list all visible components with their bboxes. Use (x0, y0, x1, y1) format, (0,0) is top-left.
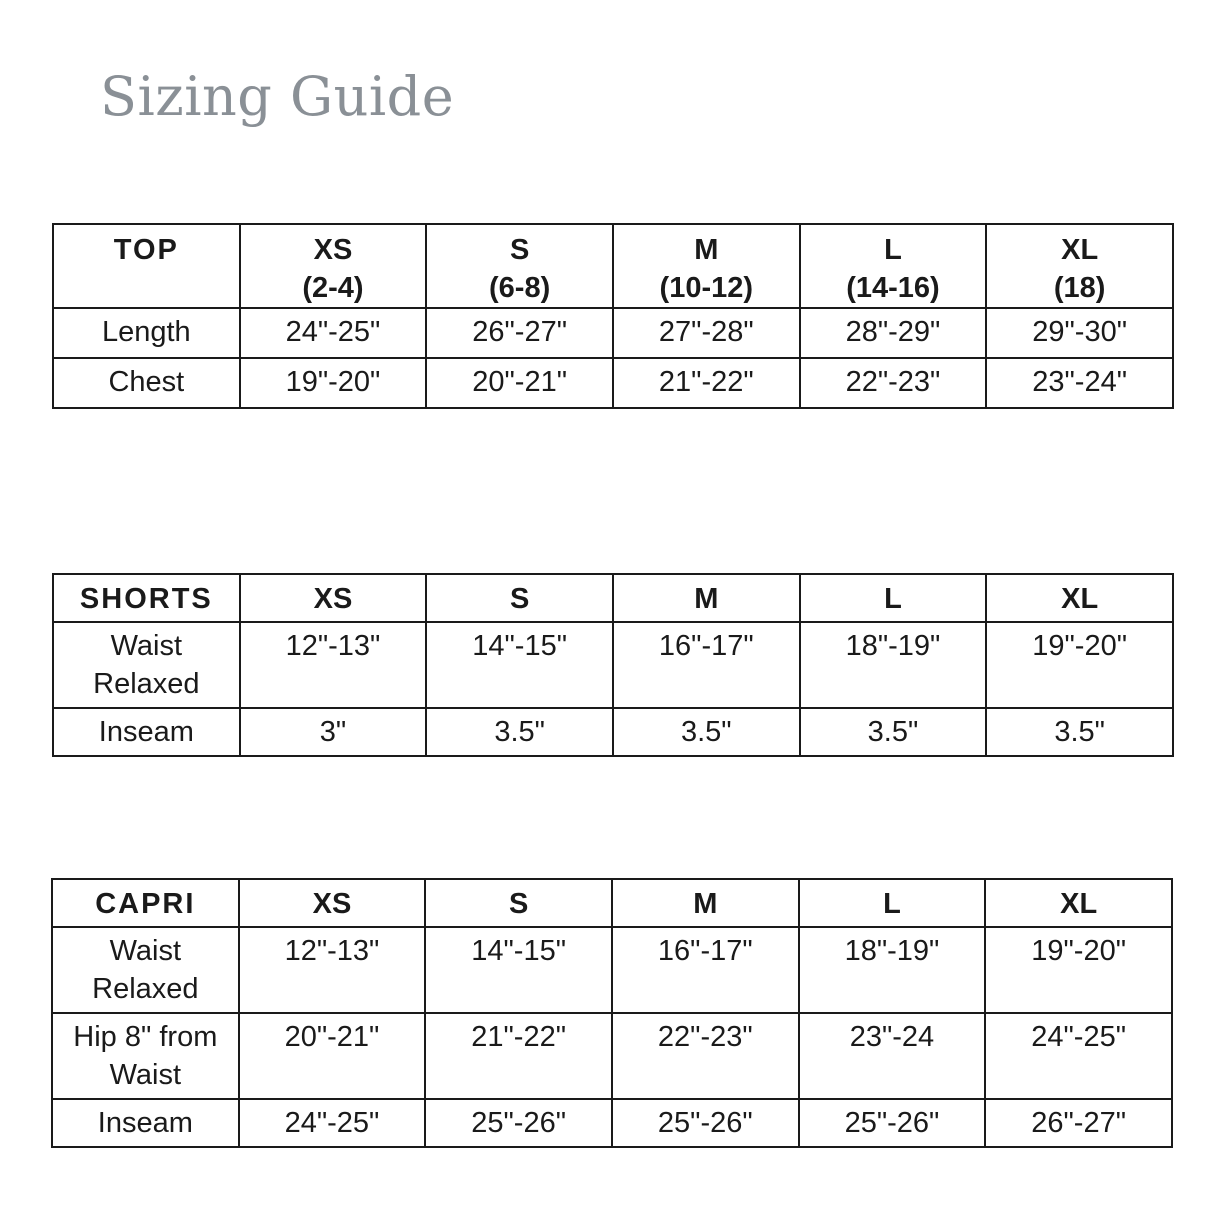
top-size-table (52, 223, 1174, 409)
table-cell: 21"-22" (613, 358, 800, 408)
table-cell: 25"-26" (799, 1099, 986, 1147)
size-header-xs (240, 224, 427, 308)
table-cell: 3.5" (986, 708, 1173, 756)
row-label-line: Waist (109, 935, 182, 967)
shorts-size-table (52, 573, 1174, 757)
row-label (53, 622, 240, 708)
table-category-label: SHORTS (53, 574, 240, 622)
table-cell: 18"-19" (800, 622, 987, 708)
table-header-row (53, 224, 1173, 308)
table-row-waist-relaxed (52, 927, 1172, 1013)
row-label-line: Hip 8" from (73, 1021, 218, 1053)
table-row-hip (52, 1013, 1172, 1099)
row-label: Inseam (53, 708, 240, 756)
row-label (52, 1013, 239, 1099)
table-cell: 12"-13" (239, 927, 426, 1013)
table-cell: 3.5" (800, 708, 987, 756)
size-header-s (426, 224, 613, 308)
table-cell: 23"-24 (799, 1013, 986, 1099)
table-cell: 19"-20" (240, 358, 427, 408)
size-header-l: L (800, 574, 987, 622)
table-cell: 25"-26" (425, 1099, 612, 1147)
table-cell: 28"-29" (800, 308, 987, 358)
size-header-xs: XS (239, 879, 426, 927)
size-range: (2-4) (302, 272, 364, 304)
capri-size-table (51, 878, 1173, 1148)
table-cell: 14"-15" (426, 622, 613, 708)
size-range: (14-16) (846, 272, 940, 304)
size-header-s: S (426, 574, 613, 622)
size-range: (18) (1053, 272, 1106, 304)
size-name: M (694, 234, 719, 266)
table-cell: 24"-25" (985, 1013, 1172, 1099)
table-row-inseam (52, 1099, 1172, 1147)
table-cell: 16"-17" (612, 927, 799, 1013)
table-cell: 12"-13" (240, 622, 427, 708)
size-name: S (509, 234, 530, 266)
page-title: Sizing Guide (100, 65, 455, 128)
row-label-line: Waist (110, 630, 183, 662)
row-label: Length (53, 308, 240, 358)
table-category-label: CAPRI (52, 879, 239, 927)
size-header-xl: XL (985, 879, 1172, 927)
size-header-s: S (425, 879, 612, 927)
table-cell: 20"-21" (426, 358, 613, 408)
table-row-length (53, 308, 1173, 358)
table-cell: 26"-27" (426, 308, 613, 358)
table-cell: 3.5" (613, 708, 800, 756)
table-cell: 22"-23" (612, 1013, 799, 1099)
table-cell: 29"-30" (986, 308, 1173, 358)
size-header-m: M (612, 879, 799, 927)
table-cell: 19"-20" (986, 622, 1173, 708)
row-label-line: Waist (109, 1059, 182, 1091)
table-row-chest (53, 358, 1173, 408)
size-header-l: L (799, 879, 986, 927)
size-name: L (884, 234, 902, 266)
row-label (52, 927, 239, 1013)
row-label-line: Relaxed (93, 668, 200, 700)
table-cell: 27"-28" (613, 308, 800, 358)
table-cell: 24"-25" (240, 308, 427, 358)
table-cell: 23"-24" (986, 358, 1173, 408)
table-row-inseam (53, 708, 1173, 756)
row-label: Chest (53, 358, 240, 408)
size-header-m: M (613, 574, 800, 622)
size-header-m (613, 224, 800, 308)
size-header-xl (986, 224, 1173, 308)
row-label: Inseam (52, 1099, 239, 1147)
size-range: (10-12) (659, 272, 754, 304)
size-header-l (800, 224, 987, 308)
row-label-line: Relaxed (92, 973, 199, 1005)
size-header-xl: XL (986, 574, 1173, 622)
table-cell: 16"-17" (613, 622, 800, 708)
table-cell: 3" (240, 708, 427, 756)
table-cell: 21"-22" (425, 1013, 612, 1099)
table-header-row (53, 574, 1173, 622)
table-cell: 18"-19" (799, 927, 986, 1013)
table-cell: 24"-25" (239, 1099, 426, 1147)
table-cell: 3.5" (426, 708, 613, 756)
table-cell: 25"-26" (612, 1099, 799, 1147)
table-cell: 14"-15" (425, 927, 612, 1013)
table-row-waist-relaxed (53, 622, 1173, 708)
size-header-xs: XS (240, 574, 427, 622)
size-name: XS (313, 234, 353, 266)
size-name: XL (1061, 234, 1099, 266)
table-header-row (52, 879, 1172, 927)
table-cell: 19"-20" (985, 927, 1172, 1013)
size-range: (6-8) (489, 272, 551, 304)
table-cell: 26"-27" (985, 1099, 1172, 1147)
table-cell: 20"-21" (239, 1013, 426, 1099)
table-cell: 22"-23" (800, 358, 987, 408)
table-category-label: TOP (53, 224, 240, 308)
